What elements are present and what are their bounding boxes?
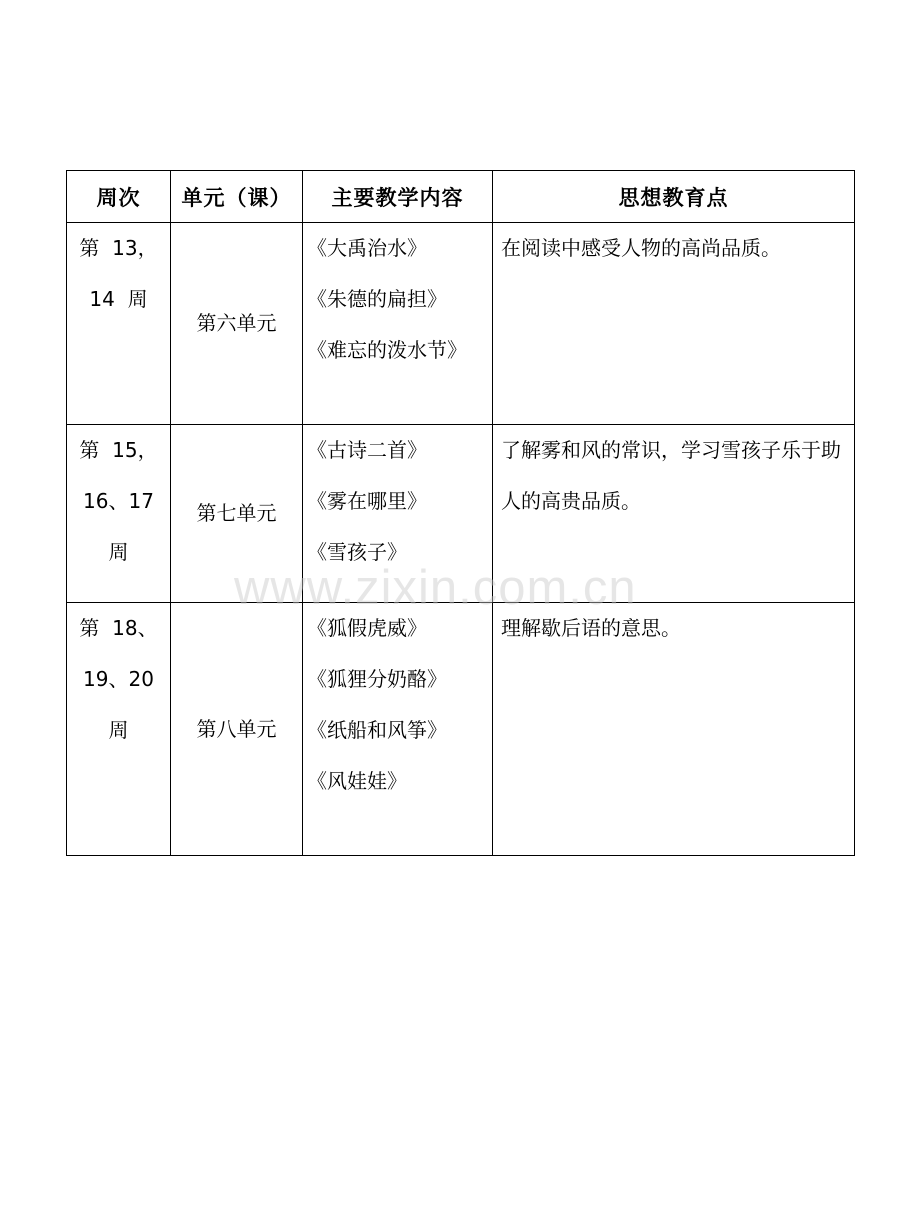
lessons-cell <box>303 425 493 603</box>
lesson-title: 《雾在哪里》 <box>307 489 427 513</box>
week-line: 14 周 <box>89 287 148 311</box>
week-line: 周 <box>108 540 129 564</box>
unit-cell <box>171 425 303 603</box>
lessons-cell <box>303 223 493 425</box>
lesson-title: 《狐假虎威》 <box>307 616 427 640</box>
lesson-title: 《朱德的扁担》 <box>307 287 447 311</box>
lesson-title: 《古诗二首》 <box>307 438 427 462</box>
unit-label: 第八单元 <box>196 716 277 741</box>
lesson-title: 《风娃娃》 <box>307 769 407 793</box>
watermark: www.zixin.com.cn <box>234 561 637 615</box>
week-cell <box>67 425 171 603</box>
lesson-title: 《大禹治水》 <box>307 236 427 260</box>
unit-label: 第七单元 <box>196 501 277 525</box>
lesson-title: 《狐狸分奶酪》 <box>307 667 447 691</box>
week-cell <box>67 603 171 856</box>
lesson-title: 《难忘的泼水节》 <box>307 338 467 362</box>
education-cell: 理解歇后语的意思。 <box>493 603 855 856</box>
lesson-title: 《纸船和风筝》 <box>307 718 447 742</box>
education-cell: 在阅读中感受人物的高尚品质。 <box>493 223 855 425</box>
week-line: 第 18、 <box>79 616 158 640</box>
teaching-plan-table <box>66 170 855 856</box>
header-unit: 单元（课） <box>171 171 303 223</box>
unit-cell <box>171 603 303 856</box>
week-cell <box>67 223 171 425</box>
table-row <box>67 603 855 856</box>
header-week: 周次 <box>67 171 171 223</box>
table-header-row <box>67 171 855 223</box>
table-row <box>67 425 855 603</box>
unit-label: 第六单元 <box>196 311 277 335</box>
week-line: 第 13， <box>79 236 158 260</box>
table-row <box>67 223 855 425</box>
lessons-cell <box>303 603 493 856</box>
lesson-title: 《雪孩子》 <box>307 540 407 564</box>
education-cell: 了解雾和风的常识，学习雪孩子乐于助人的高贵品质。 <box>493 425 855 603</box>
week-line: 周 <box>108 718 129 742</box>
week-line: 第 15， <box>79 438 158 462</box>
unit-cell <box>171 223 303 425</box>
header-education: 思想教育点 <box>493 171 855 223</box>
header-content: 主要教学内容 <box>303 171 493 223</box>
week-line: 19、20 <box>83 667 154 691</box>
week-line: 16、17 <box>83 489 154 513</box>
